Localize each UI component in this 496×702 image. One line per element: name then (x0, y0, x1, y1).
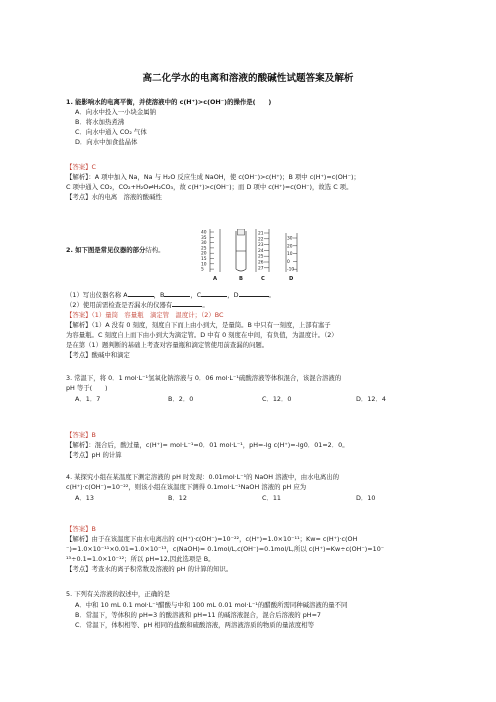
q3-option-b: B．2．0 (168, 395, 194, 403)
blank-a[interactable] (128, 290, 154, 297)
figure-c-burette (256, 229, 269, 272)
cylinder-scale-label: 25 (201, 246, 207, 252)
thermometer-scale-label: -10 (287, 267, 295, 273)
q1-option-c: C．向水中通入 CO₂ 气体 (75, 128, 147, 136)
cylinder-scale-label: 10 (201, 262, 207, 268)
q2-sub1-b-label: ，B (153, 291, 165, 299)
q4-option-b: B．12 (168, 494, 187, 502)
cylinder-scale-label: 5 (201, 267, 204, 273)
burette-scale-label: 22 (258, 237, 264, 243)
q3-option-a: A．1．7 (75, 395, 101, 403)
thermometer-scale-label: 10 (287, 252, 293, 258)
figure-a-cylinder (201, 229, 220, 273)
burette-scale-label: 25 (258, 254, 264, 260)
q2-analysis-line3: 是在第（1）题判断的基础上考查对容量瓶和滴定管使用前查漏的问题。 (66, 341, 269, 349)
q2-sub2 (66, 300, 209, 309)
q2-analysis-line1: 【解析】（1）A 没有 0 刻度，刻度自下而上由小到大，是量筒。B 中只有一刻度，上部有塞子 (66, 321, 331, 329)
q1-knowledge-point: 【考点】水的电离 溶液的酸碱性 (66, 193, 162, 201)
burette-scale-label: 21 (258, 231, 264, 237)
q2-sub1-end: 。 (268, 291, 275, 299)
q3-stem-line1: 3. 常温下，将 0．1 mol·L⁻¹氢氧化钠溶液与 0．06 mol·L⁻¹硫酸溶液等体积混合，该混合溶液的 (66, 374, 342, 382)
q2-stem-bold: 2. 如下图是常见仪器的部分 (66, 246, 146, 254)
q2-sub2-end: 。 (202, 301, 209, 309)
q4-stem-line2: c(H⁺)·c(OH⁻)=10⁻²²，则该小组在该温度下测得 0.1mol·L⁻¹NaOH 溶液的 pH 应为 (66, 483, 307, 491)
cylinder-scale-label: 35 (201, 235, 207, 241)
cylinder-scale-label: 15 (201, 257, 207, 262)
q1-option-b: B．将水加热煮沸 (75, 118, 125, 126)
q4-stem-line1: 4. 某探究小组在某温度下测定溶液的 pH 时发现：0.01mol·L⁻¹的 NaOH 溶液中，由水电离出的 (66, 473, 340, 481)
q4-option-a: A．13 (75, 494, 94, 502)
cylinder-scale-label: 20 (201, 251, 207, 257)
figure-label-a: A (213, 276, 218, 281)
q1-stem: 1. 能影响水的电离平衡，并使溶液中的 c(H⁺)>c(OH⁻)的操作是( ) (66, 98, 272, 106)
thermometer-scale-label: 30 (287, 236, 293, 242)
q5-option-a: A．中和 10 mL 0.1 mol·L⁻¹醋酸与中和 100 mL 0.01 mol·L⁻¹的醋酸所需同种碱溶液的量不同 (75, 601, 348, 609)
q2-stem-rest: 结构。 (145, 246, 165, 254)
q4-analysis-line2: ⁻)=1.0×10⁻¹¹×0.01=1.0×10⁻¹³，c(NaOH)= 0.1mol/L,c(OH⁻)=0.1mol/L,所以 c(H⁺)=Kw÷c(OH⁻)=10⁻ (66, 545, 385, 553)
q4-analysis-line3: ¹³÷0.1=1.0×10⁻¹²；所以 pH=12,因此选项是 B。 (66, 555, 215, 563)
cylinder-scale-label: 30 (201, 241, 207, 247)
q2-analysis-line2: 为容量瓶。C 刻度自上而下由小到大为滴定管。D 中有 0 刻度在中间，有负值，为温度计。（2） (66, 331, 338, 339)
instrument-figure (198, 229, 323, 281)
figure-label-b: B (239, 276, 243, 281)
burette-scale-label: 23 (258, 243, 264, 249)
q1-analysis-line1: 【解析】：A 项中加入 Na，Na 与 H₂O 反应生成 NaOH，使 c(OH⁻)>c(H⁺)；B 项中 c(H⁺)=c(OH⁻)； (66, 173, 360, 181)
figure-label-c: C (261, 276, 265, 281)
q2-sub1-d-label: ，D (227, 291, 239, 299)
q2-sub1-a-label: （1）写出仪器名称 A (66, 291, 128, 299)
q3-stem-line2: pH 等于( ) (66, 384, 108, 392)
q4-knowledge-point: 【考点】考查水的离子积常数及溶液的 pH 的计算的知识。 (66, 565, 233, 573)
thermometer-scale-label: 20 (287, 244, 293, 250)
q1-option-a: A．向水中投入一小块金属钠 (75, 108, 157, 116)
q3-analysis: 【解析】：混合后，酸过量，c(H⁺)= mol·L⁻¹=0．01 mol·L⁻¹，pH=-lg c(H⁺)=-lg0．01=2．0。 (66, 441, 349, 449)
q4-answer: 【答案】B (66, 525, 96, 533)
burette-scale-label: 24 (258, 248, 264, 254)
q4-analysis-line1: 【解析】由于在该温度下由水电离出的 c(H⁺)·c(OH⁻)=10⁻²²，c(H⁺)=1.0×10⁻¹¹；Kw= c(H⁺)·c(OH (66, 535, 358, 543)
q1-answer: 【答案】C (66, 163, 97, 171)
q2-knowledge-point: 【考点】酸碱中和滴定 (66, 351, 130, 359)
q3-option-c: C．12．0 (262, 395, 292, 403)
q5-option-b: B．常温下，等体积的 pH=3 的酸溶液和 pH=11 的碱溶液混合，混合后溶液的 pH=7 (75, 611, 322, 619)
figure-label-d: D (289, 276, 294, 281)
q5-stem: 5. 下列有关溶液的叙述中，正确的是 (66, 590, 170, 598)
page-title: 高二化学水的电离和溶液的酸碱性试题答案及解析 (142, 73, 354, 84)
q1-analysis-line2: C 项中通入 CO₂，CO₂+H₂O⇌H₂CO₃，故 c(H⁺)>c(OH⁻)；而 D 项中 c(H⁺)=c(OH⁻)，故选 C 项。 (66, 183, 353, 191)
blank-b[interactable] (164, 290, 190, 297)
q3-knowledge-point: 【考点】pH 的计算 (66, 451, 122, 459)
q2-sub1 (66, 290, 275, 299)
q2-answer: 【答案】（1）量筒 容量瓶 滴定管 温度计；（2）BC (66, 311, 224, 319)
q5-option-c: C．常温下，体积相等、pH 相同的盐酸和硫酸溶液，两溶液溶质的物质的量浓度相等 (75, 621, 315, 629)
figure-b-flask (236, 229, 246, 271)
q2-stem (66, 246, 165, 254)
q2-sub1-c-label: ，C (190, 291, 202, 299)
blank-leak-check[interactable] (172, 300, 202, 307)
q3-answer: 【答案】B (66, 431, 96, 439)
q4-option-d: D．10 (356, 494, 376, 502)
q3-option-d: D．12．4 (356, 395, 386, 403)
burette-scale-label: 27 (258, 266, 264, 272)
q1-option-d: D．向水中加食盐晶体 (75, 138, 138, 146)
blank-d[interactable] (239, 290, 269, 297)
cylinder-scale-label: 40 (201, 230, 207, 236)
figure-d-thermometer (286, 233, 297, 273)
q4-option-c: C．11 (262, 494, 281, 502)
q2-sub2-label: （2）使用前需检查是否漏水的仪器有 (66, 301, 173, 309)
burette-scale-label: 26 (258, 260, 264, 266)
thermometer-scale-label: 0 (287, 259, 290, 265)
blank-c[interactable] (201, 290, 227, 297)
